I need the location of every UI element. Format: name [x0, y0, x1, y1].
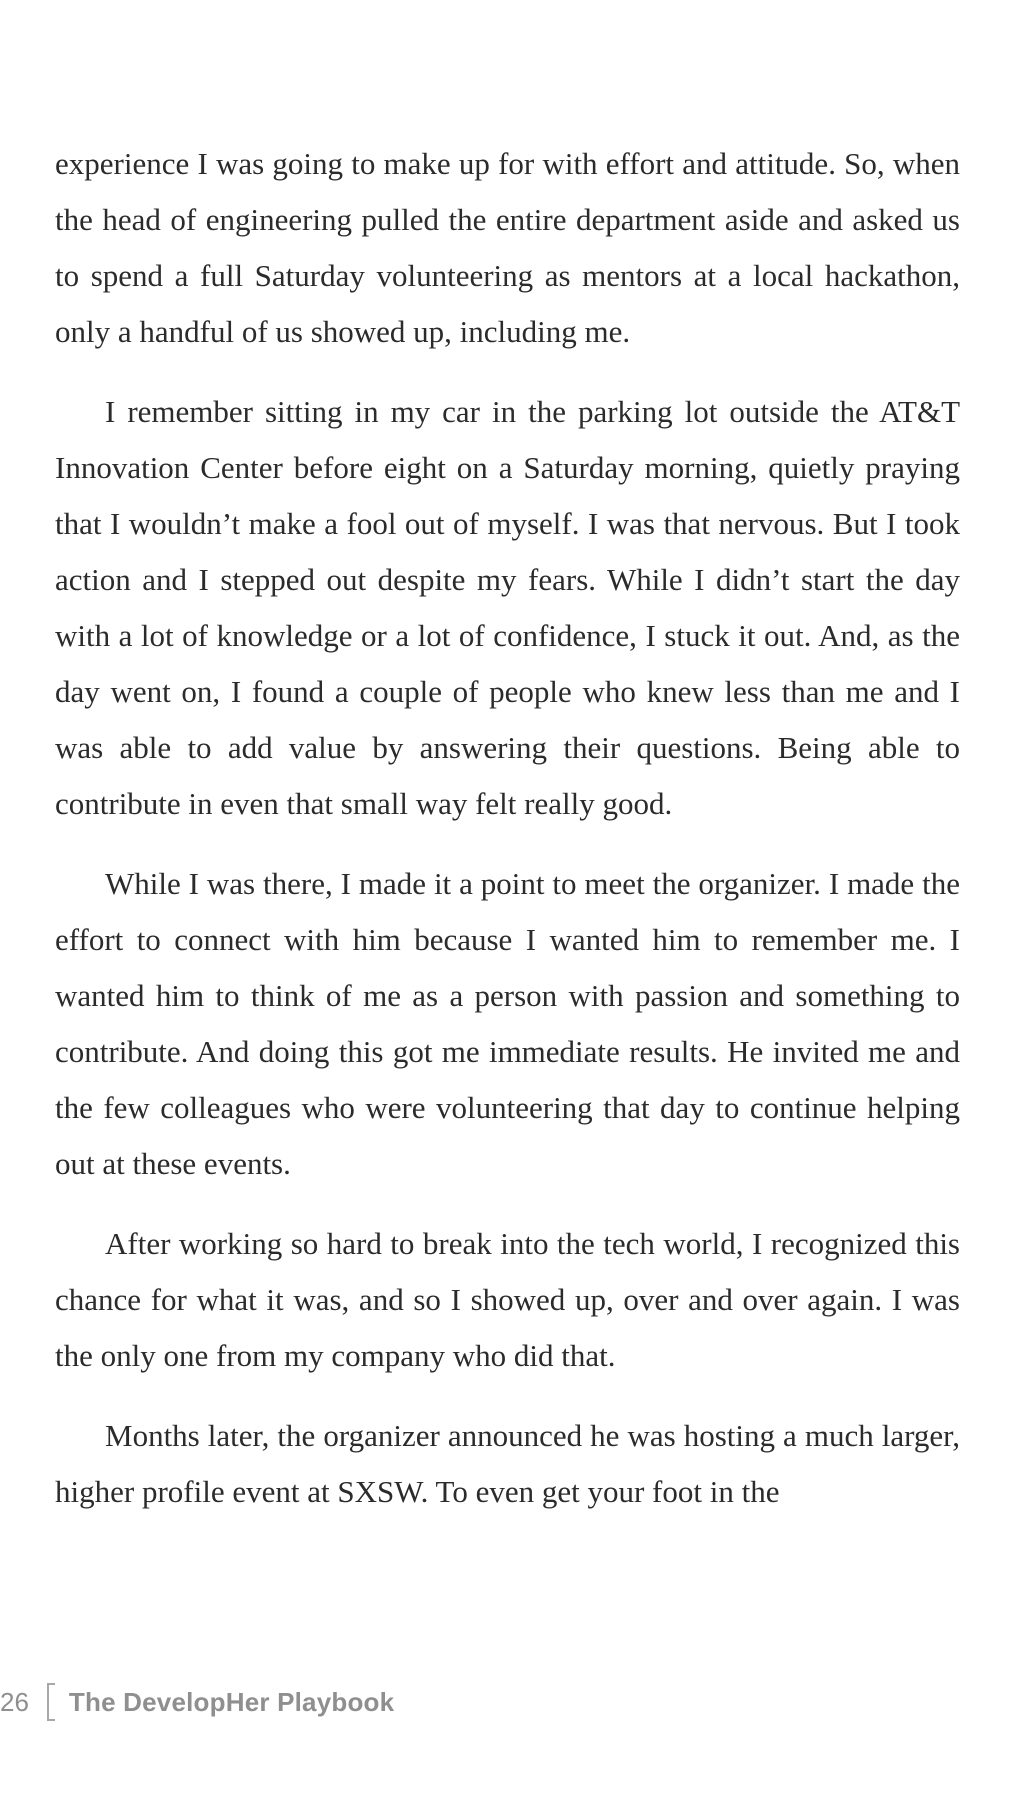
- paragraph: While I was there, I made it a point to meet the organizer. I made the effort to connect with him because I wanted him to remember me. I wanted him to think of me as a person with passion and something to contribute. And doing this got me immediate results. He invited me and the few colleagues who were volunteering that day to continue helping out at these events.: [55, 866, 960, 1181]
- page-body: [55, 136, 960, 1544]
- bracket-divider: [47, 1683, 55, 1721]
- page-footer: [0, 1680, 394, 1724]
- page-number: 26: [0, 1686, 29, 1717]
- running-title: The DevelopHer Playbook: [68, 1686, 395, 1717]
- paragraph: Months later, the organizer announced he was hosting a much larger, higher profile event at SXSW. To even get your foot in the: [55, 1418, 960, 1509]
- paragraph: I remember sitting in my car in the parking lot outside the AT&T Innovation Center before eight on a Saturday morning, quietly praying that I wouldn’t make a fool out of myself. I was that nervous. But I took action and I stepped out despite my fears. While I didn’t start the day with a lot of knowledge or a lot of confidence, I stuck it out. And, as the day went on, I found a couple of people who knew less than me and I was able to add value by answering their questions. Being able to contribute in even that small way felt really good.: [55, 394, 960, 821]
- paragraph: After working so hard to break into the tech world, I recognized this chance for what it was, and so I showed up, over and over again. I was the only one from my company who did that.: [55, 1226, 960, 1373]
- paragraph: experience I was going to make up for with effort and attitude. So, when the head of engineering pulled the entire department aside and asked us to spend a full Saturday volunteering as mentors at a local hackathon, only a handful of us showed up, including me.: [55, 146, 960, 349]
